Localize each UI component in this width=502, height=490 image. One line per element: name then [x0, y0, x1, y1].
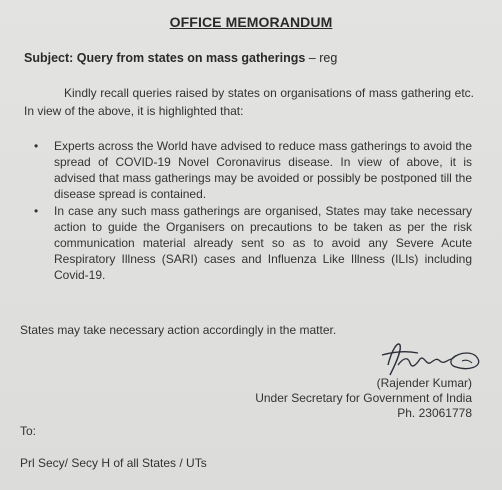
closing-line: States may take necessary action accordingly in the matter.	[20, 323, 337, 337]
subject-suffix: – reg	[305, 51, 338, 65]
signatory-title: Under Secretary for Government of India	[255, 391, 472, 405]
recipient-line: Prl Secy/ Secy H of all States / UTs	[20, 456, 207, 470]
list-item	[32, 203, 472, 283]
list-item	[32, 138, 472, 202]
handwritten-signature	[378, 335, 490, 381]
to-label: To:	[20, 424, 37, 438]
list-item-text: In case any such mass gatherings are organised, States may take necessary action to guide the Organisers on precautions to be taken as per the risk communication material already sent so as to avoid any Severe Acute Respiratory Illness (SARI) cases and Influenza Like Illness (ILIs) including Covid-19.	[54, 204, 472, 282]
advisory-list	[32, 138, 472, 284]
list-item-text: Experts across the World have advised to reduce mass gatherings to avoid the spread of COVID-19 Novel Coronavirus disease. In view of above, it is advised that mass gatherings may be avoided or possibly be postponed till the disease spread is contained.	[54, 139, 473, 201]
intro-paragraph: Kindly recall queries raised by states on organisations of mass gathering etc. In view of the above, it is highlighted that:	[24, 86, 474, 118]
bullet-dot-icon: •	[34, 139, 39, 153]
memo-subject	[24, 51, 337, 65]
bullet-dot-icon: •	[34, 204, 39, 218]
subject-label: Subject: Query from states on mass gatherings	[24, 51, 306, 65]
signatory-block	[255, 376, 472, 421]
memo-title: OFFICE MEMORANDUM	[169, 14, 333, 30]
signatory-phone: Ph. 23061778	[397, 406, 472, 420]
signatory-name: (Rajender Kumar)	[376, 376, 472, 390]
